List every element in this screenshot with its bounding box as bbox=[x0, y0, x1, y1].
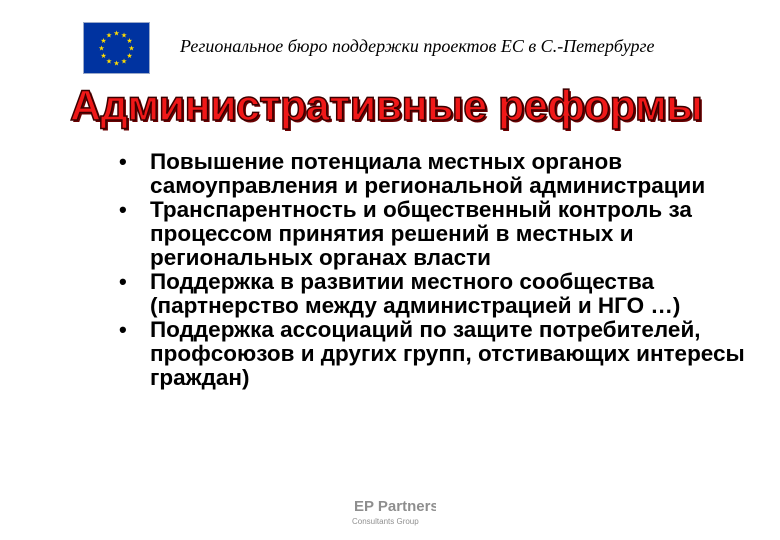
bullet-text: Повышение потенциала местных органов самоуправления и региональной администрации bbox=[150, 149, 706, 198]
eu-flag-icon bbox=[83, 22, 150, 74]
partners-logo-graphic bbox=[336, 493, 436, 529]
eu-star-icon: ★ bbox=[113, 60, 120, 68]
eu-star-icon: ★ bbox=[120, 32, 128, 40]
eu-star-icon: ★ bbox=[105, 58, 113, 66]
eu-star-icon: ★ bbox=[98, 45, 105, 53]
page-title: Административные реформы bbox=[70, 82, 703, 130]
eu-star-icon: ★ bbox=[120, 58, 128, 66]
logo-name: EP Partners bbox=[354, 498, 436, 515]
eu-star-icon: ★ bbox=[128, 45, 135, 53]
eu-star-icon: ★ bbox=[105, 32, 113, 40]
bullet-item bbox=[115, 150, 765, 198]
bullet-text: Транспарентность и общественный контроль за процессом принятия решений в местных и региональных органах власти bbox=[150, 197, 692, 270]
bullet-dot-icon: • bbox=[119, 317, 127, 342]
bullet-dot-icon: • bbox=[119, 149, 127, 174]
bullet-item bbox=[115, 318, 765, 390]
eu-star-icon: ★ bbox=[113, 30, 120, 38]
eu-star-icon: ★ bbox=[126, 38, 133, 45]
logo-sub: Consultants Group bbox=[352, 517, 419, 526]
eu-star-icon: ★ bbox=[126, 53, 133, 60]
header-org-text: Региональное бюро поддержки проектов ЕС в С.-Петербурге bbox=[180, 36, 655, 56]
bullet-item bbox=[115, 198, 765, 270]
bullet-text: Поддержка в развитии местного сообщества (партнерство между администрацией и НГО …) bbox=[150, 269, 681, 318]
eu-star-icon: ★ bbox=[100, 38, 107, 45]
bullet-item bbox=[115, 270, 765, 318]
bullet-dot-icon: • bbox=[119, 197, 127, 222]
bullet-list bbox=[115, 150, 765, 390]
eu-stars bbox=[84, 23, 149, 73]
partners-logo bbox=[336, 493, 436, 529]
bullet-text: Поддержка ассоциаций по защите потребителей, профсоюзов и других групп, отстивающих интересы граждан) bbox=[150, 317, 745, 390]
eu-star-icon: ★ bbox=[100, 53, 107, 60]
bullet-dot-icon: • bbox=[119, 269, 127, 294]
